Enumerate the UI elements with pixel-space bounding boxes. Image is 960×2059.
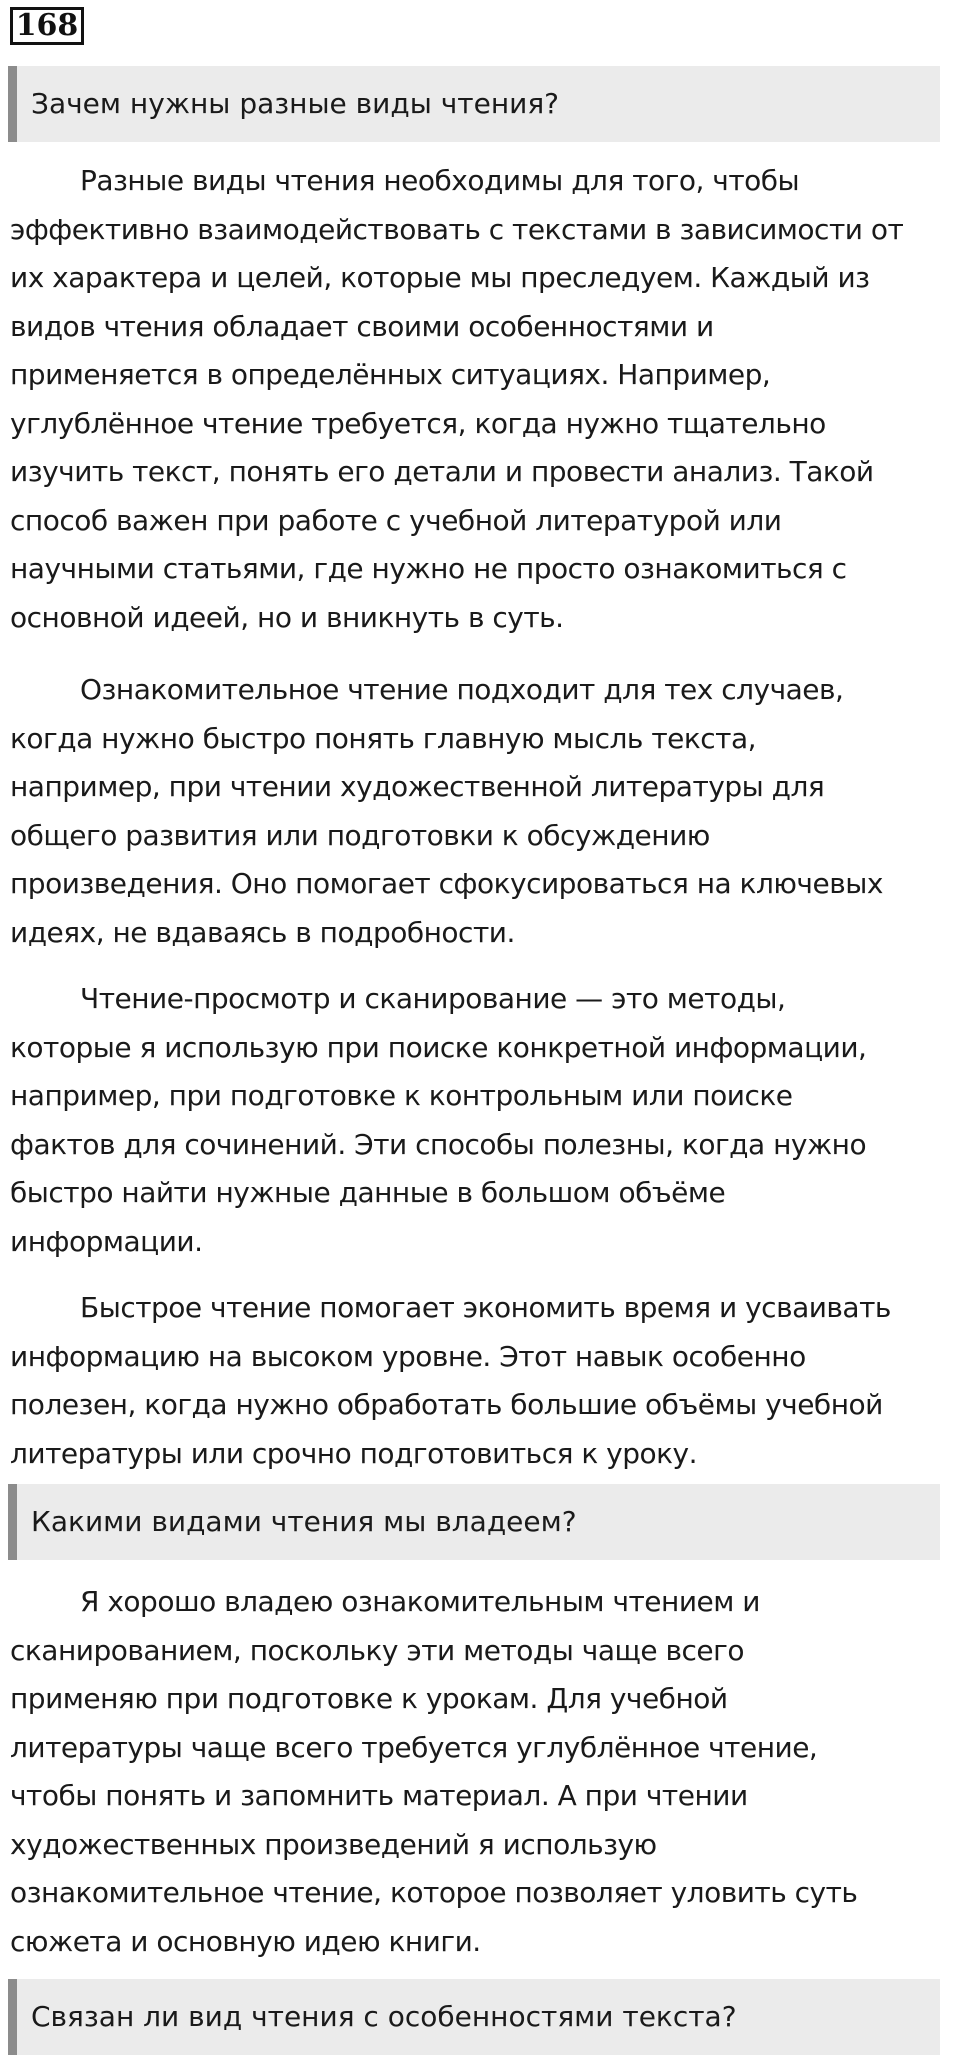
paragraph-line: художественных произведений я использую (10, 1827, 657, 1861)
question-heading-2: Какими видами чтения мы владеем? (8, 1484, 940, 1560)
task-number-badge: 168 (10, 7, 84, 45)
answer-paragraph (10, 1578, 950, 1966)
paragraph-line: которые я использую при поиске конкретной информации, (10, 1030, 867, 1064)
paragraph-line: применяется в определённых ситуациях. Например, (10, 358, 771, 391)
paragraph-line: литературы чаще всего требуется углублённое чтение, (10, 1730, 818, 1764)
paragraph-line: информации. (10, 1224, 203, 1258)
paragraph-line: ознакомительное чтение, которое позволяет уловить суть (10, 1876, 858, 1909)
paragraph-line: Я хорошо владею ознакомительным чтением и (80, 1585, 760, 1618)
answer-paragraph (10, 157, 950, 642)
paragraph-line: например, при чтении художественной литературы для (10, 770, 825, 803)
paragraph-line: их характера и целей, которые мы преследуем. Каждый из (10, 261, 870, 294)
paragraph-line: сюжета и основную идею книги. (10, 1924, 481, 1958)
paragraph-line: идеях, не вдаваясь в подробности. (10, 915, 515, 949)
paragraph-line: информацию на высоком уровне. Этот навык особенно (10, 1339, 806, 1373)
paragraph-line: видов чтения обладает своими особенностями и (10, 309, 714, 343)
paragraph-line: общего развития или подготовки к обсуждению (10, 818, 710, 852)
paragraph-line: основной идеей, но и вникнуть в суть. (10, 600, 564, 634)
paragraph-line: Ознакомительное чтение подходит для тех случаев, (80, 673, 844, 706)
paragraph-line: фактов для сочинений. Эти способы полезны, когда нужно (10, 1127, 867, 1161)
paragraph-line: полезен, когда нужно обработать большие объёмы учебной (10, 1388, 883, 1421)
paragraph-line: например, при подготовке к контрольным или поиске (10, 1079, 793, 1112)
paragraph-line: научными статьями, где нужно не просто ознакомиться с (10, 552, 847, 585)
paragraph-line: эффективно взаимодействовать с текстами в зависимости от (10, 212, 904, 246)
paragraph-line: изучить текст, понять его детали и провести анализ. Такой (10, 455, 874, 488)
paragraph-line: Быстрое чтение помогает экономить время и усваивать (80, 1291, 891, 1324)
paragraph-line: быстро найти нужные данные в большом объёме (10, 1176, 726, 1209)
answer-paragraph (10, 975, 950, 1266)
paragraph-line: способ важен при работе с учебной литературой или (10, 503, 782, 537)
paragraph-line: когда нужно быстро понять главную мысль текста, (10, 721, 757, 755)
answer-paragraph (10, 1284, 950, 1478)
paragraph-line: сканированием, поскольку эти методы чаще всего (10, 1633, 744, 1667)
paragraph-line: произведения. Оно помогает сфокусироваться на ключевых (10, 867, 883, 900)
paragraph-line: чтобы понять и запомнить материал. А при чтении (10, 1779, 748, 1812)
paragraph-line: Разные виды чтения необходимы для того, чтобы (80, 164, 800, 197)
paragraph-line: литературы или срочно подготовиться к уроку. (10, 1436, 697, 1470)
question-heading-3: Связан ли вид чтения с особенностями текста? (8, 1979, 940, 2055)
answer-paragraph (10, 666, 950, 957)
paragraph-line: применяю при подготовке к урокам. Для учебной (10, 1682, 728, 1715)
paragraph-line: Чтение-просмотр и сканирование — это методы, (80, 982, 786, 1015)
paragraph-line: углублённое чтение требуется, когда нужно тщательно (10, 406, 826, 440)
question-heading-1: Зачем нужны разные виды чтения? (8, 66, 940, 142)
